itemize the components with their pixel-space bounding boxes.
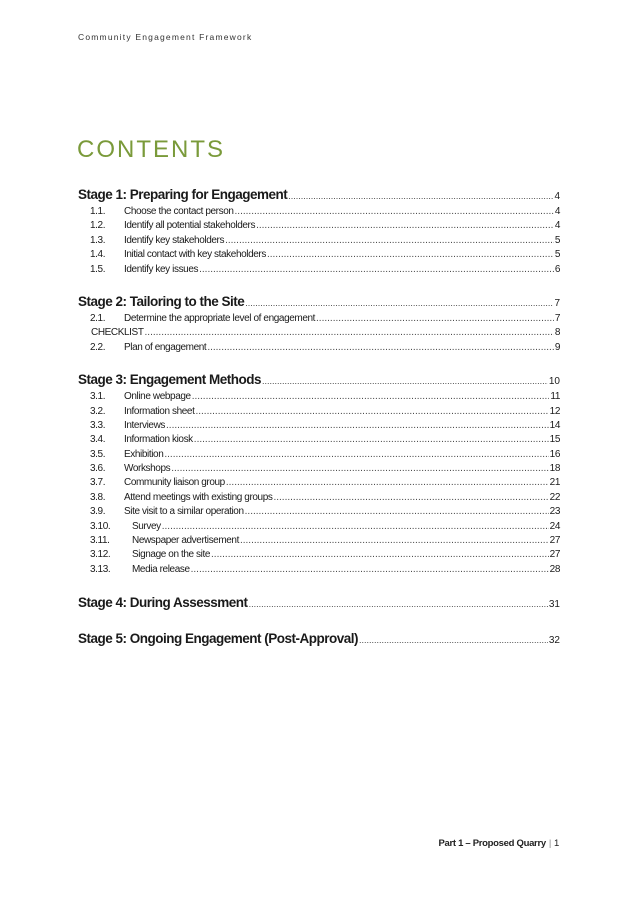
toc-item-number: 3.4. xyxy=(90,434,106,446)
toc-page-number: 24 xyxy=(549,520,560,532)
toc-stage-label: Stage 1: Preparing for Engagement xyxy=(78,187,288,202)
toc-item[interactable] xyxy=(78,264,560,278)
toc-page-number: 16 xyxy=(549,448,560,460)
toc-leader xyxy=(225,235,554,246)
toc-item-label: Community liaison group xyxy=(124,477,225,489)
toc-item[interactable] xyxy=(78,449,560,463)
toc-item[interactable] xyxy=(78,206,560,220)
toc-item-number: 1.4. xyxy=(90,249,106,261)
toc-page-number: 27 xyxy=(549,535,560,547)
toc-item-number: 3.6. xyxy=(90,463,106,475)
toc-page-number: 11 xyxy=(550,391,560,403)
toc-item[interactable] xyxy=(78,492,560,506)
toc-stage-label: Stage 2: Tailoring to the Site xyxy=(78,293,245,309)
toc-leader xyxy=(162,521,549,532)
toc-item[interactable] xyxy=(78,535,560,549)
toc-item-number: 3.5. xyxy=(90,448,106,460)
page-footer xyxy=(438,838,559,849)
toc-page-number: 5 xyxy=(554,249,560,261)
toc-leader xyxy=(273,492,548,503)
toc-leader xyxy=(194,434,549,445)
toc-leader xyxy=(171,463,548,474)
toc-item-number: 3.7. xyxy=(90,477,106,489)
toc-item-label: CHECKLIST xyxy=(91,327,144,339)
toc-item-number: 3.1. xyxy=(90,391,106,403)
toc-item-number: 1.1. xyxy=(90,206,106,217)
toc-stage-label: Stage 5: Ongoing Engagement (Post-Approval) xyxy=(78,631,359,647)
toc-item[interactable] xyxy=(78,420,560,434)
toc-item-number: 2.1. xyxy=(90,312,106,324)
toc-item-number: 3.8. xyxy=(90,491,106,503)
toc-item-label: Media release xyxy=(132,563,190,575)
toc-leader xyxy=(191,564,549,575)
toc-stage-4[interactable] xyxy=(78,595,560,614)
toc-item[interactable] xyxy=(78,342,560,356)
table-of-contents xyxy=(78,185,560,650)
toc-leader xyxy=(164,449,548,460)
toc-leader xyxy=(245,298,553,308)
toc-leader xyxy=(145,327,554,338)
toc-item-label: Site visit to a similar operation xyxy=(124,506,244,518)
toc-item-number: 3.2. xyxy=(90,405,106,417)
toc-item-label: Signage on the site xyxy=(132,549,211,561)
toc-leader xyxy=(249,599,548,609)
toc-page-number: 4 xyxy=(554,191,560,202)
toc-page-number: 4 xyxy=(554,206,560,217)
toc-item[interactable] xyxy=(78,564,560,578)
toc-item[interactable] xyxy=(78,391,560,405)
toc-page-number: 18 xyxy=(549,463,560,475)
toc-item-label: Exhibition xyxy=(124,448,164,460)
toc-item-label: Identify key issues xyxy=(124,263,199,275)
toc-page-number: 15 xyxy=(549,434,560,446)
toc-item-label: Attend meetings with existing groups xyxy=(124,491,273,503)
toc-page-number: 7 xyxy=(554,297,560,309)
toc-item-label: Workshops xyxy=(124,463,171,475)
toc-item-label: Interviews xyxy=(124,419,166,431)
toc-item-number: 1.2. xyxy=(90,220,106,232)
toc-item-label: Plan of engagement xyxy=(124,341,207,353)
toc-page-number: 21 xyxy=(549,477,560,489)
toc-item-number: 3.10. xyxy=(90,520,111,532)
toc-item[interactable] xyxy=(78,521,560,535)
toc-page-number: 28 xyxy=(549,563,560,575)
toc-page-number: 5 xyxy=(554,234,560,246)
toc-page-number: 10 xyxy=(548,376,560,388)
toc-leader xyxy=(235,206,554,217)
toc-leader xyxy=(359,635,548,645)
toc-item[interactable] xyxy=(78,313,560,327)
toc-item-number: 1.3. xyxy=(90,234,106,246)
toc-item[interactable] xyxy=(78,406,560,420)
toc-item-label: Identify all potential stakeholders xyxy=(124,220,256,232)
toc-item-number: 3.9. xyxy=(90,506,106,518)
toc-item-label: Information sheet xyxy=(124,405,195,417)
toc-item[interactable] xyxy=(78,477,560,491)
toc-item-label: Online webpage xyxy=(124,391,191,403)
toc-leader xyxy=(166,420,549,431)
toc-leader xyxy=(211,549,549,560)
toc-item[interactable] xyxy=(78,506,560,520)
toc-leader xyxy=(262,376,548,386)
toc-item-number: 3.3. xyxy=(90,419,106,431)
toc-item[interactable] xyxy=(78,327,560,341)
toc-page-number: 4 xyxy=(554,220,560,232)
toc-item-number: 1.5. xyxy=(90,263,106,275)
toc-leader xyxy=(207,342,554,353)
toc-item-label: Information kiosk xyxy=(124,434,193,446)
toc-item-label: Determine the appropriate level of engagement xyxy=(124,312,316,324)
toc-stage-3[interactable] xyxy=(78,372,560,391)
toc-page-number: 9 xyxy=(554,341,560,353)
toc-page-number: 32 xyxy=(548,635,560,647)
toc-page-number: 7 xyxy=(554,312,560,324)
toc-stage-2[interactable] xyxy=(78,294,560,313)
toc-leader xyxy=(192,391,550,402)
toc-leader xyxy=(240,535,549,546)
toc-item[interactable] xyxy=(78,549,560,563)
toc-page-number: 8 xyxy=(554,327,560,339)
toc-item[interactable] xyxy=(78,249,560,263)
toc-page-number: 22 xyxy=(549,491,560,503)
toc-stage-label: Stage 3: Engagement Methods xyxy=(78,372,262,388)
toc-leader xyxy=(245,506,549,517)
contents-heading: CONTENTS xyxy=(77,136,225,163)
toc-leader xyxy=(199,264,554,275)
toc-page-number: 14 xyxy=(549,419,560,431)
toc-leader xyxy=(267,249,554,260)
toc-leader xyxy=(256,220,554,231)
toc-item-label: Initial contact with key stakeholders xyxy=(124,249,266,261)
toc-leader xyxy=(316,313,554,324)
toc-item-number: 3.11. xyxy=(90,535,110,547)
footer-section: Part 1 – Proposed Quarry xyxy=(438,838,546,849)
toc-item[interactable] xyxy=(78,220,560,234)
running-header: Community Engagement Framework xyxy=(78,32,253,42)
footer-separator: | xyxy=(548,838,552,849)
toc-item[interactable] xyxy=(78,463,560,477)
toc-stage-5[interactable] xyxy=(78,631,560,650)
toc-item-label: Survey xyxy=(132,520,161,532)
toc-page-number: 6 xyxy=(554,263,560,275)
toc-item-number: 3.13. xyxy=(90,563,111,575)
toc-item-number: 2.2. xyxy=(90,341,106,353)
toc-stage-1[interactable] xyxy=(78,187,560,206)
toc-item[interactable] xyxy=(78,434,560,448)
toc-page-number: 27 xyxy=(549,549,560,561)
toc-item-label: Newspaper advertisement xyxy=(132,535,239,547)
toc-item-number: 3.12. xyxy=(90,549,111,561)
toc-leader xyxy=(288,191,553,201)
footer-page-number: 1 xyxy=(554,838,559,849)
toc-leader xyxy=(195,406,548,417)
toc-page-number: 12 xyxy=(549,405,560,417)
toc-item-label: Identify key stakeholders xyxy=(124,234,225,246)
toc-item-label: Choose the contact person xyxy=(124,206,234,217)
toc-item[interactable] xyxy=(78,235,560,249)
toc-page-number: 31 xyxy=(548,599,560,611)
toc-stage-label: Stage 4: During Assessment xyxy=(78,595,248,611)
toc-page-number: 23 xyxy=(549,506,560,518)
toc-leader xyxy=(226,477,549,488)
